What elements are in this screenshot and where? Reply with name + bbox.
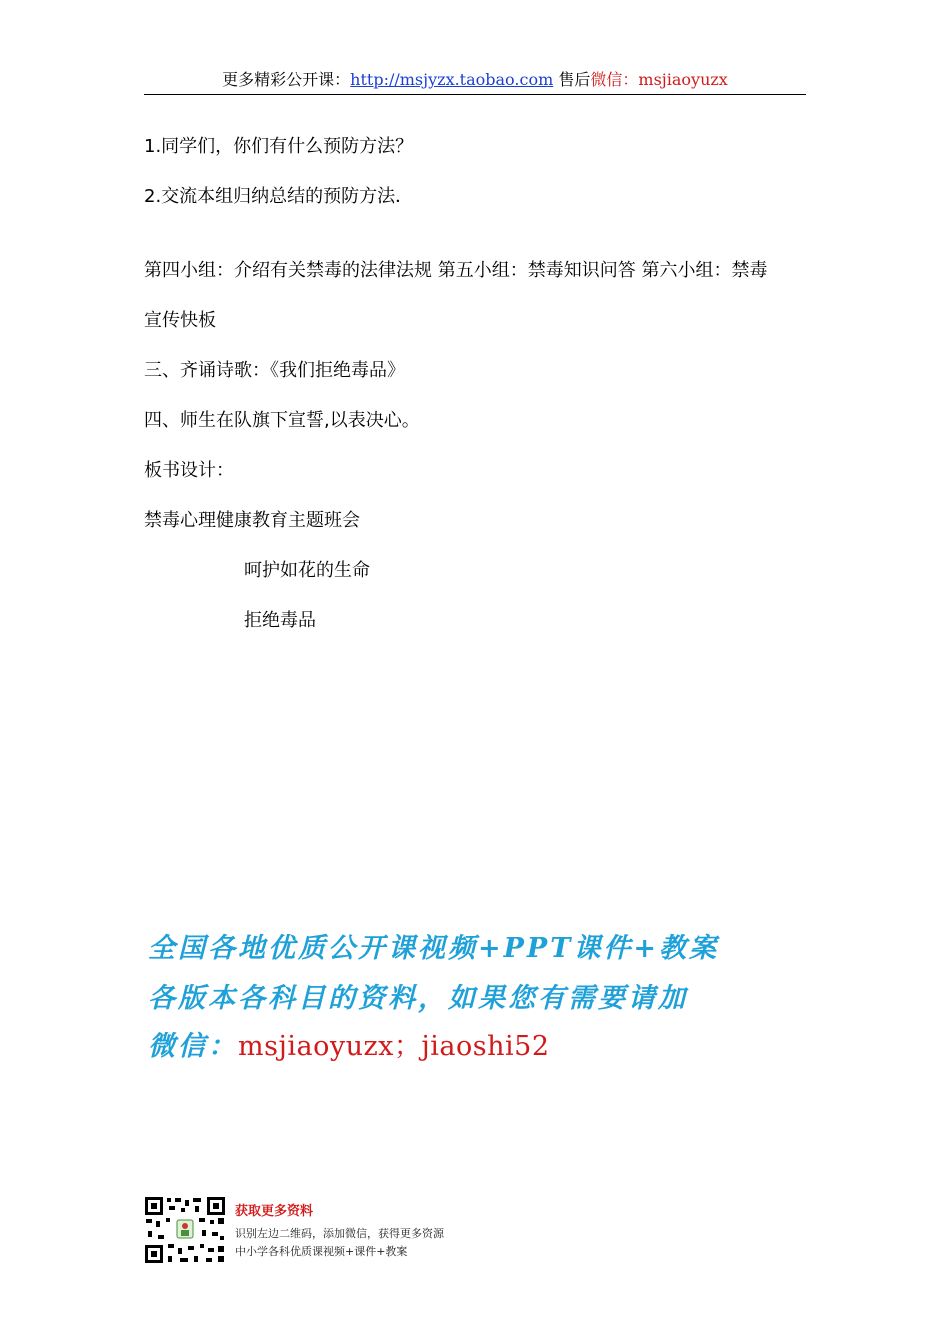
header-prefix: 更多精彩公开课： [222,70,351,89]
footer-line-1: 识别左边二维码，添加微信，获得更多资源 [235,1227,444,1240]
shop-link[interactable]: http://msjyzx.taobao.com [350,70,554,89]
board-item-1: 呵护如花的生命 [244,560,370,581]
promo-wechat-ids: msjiaoyuzx；jiaoshi52 [238,1031,550,1062]
promo-line-3 [148,1030,550,1064]
content-line-5: 三、齐诵诗歌：《我们拒绝毒品》 [144,360,405,381]
content-line-6: 四、师生在队旗下宣誓,以表决心。 [144,410,420,431]
qr-code-icon[interactable] [144,1196,226,1264]
board-item-2: 拒绝毒品 [244,610,316,631]
content-line-1: 1.同学们，你们有什么预防方法？ [144,136,414,157]
promo-wechat-label: 微信： [148,1031,238,1062]
content-line-8: 禁毒心理健康教育主题班会 [144,510,360,531]
footer-line-2: 中小学各科优质课视频+课件+教案 [235,1245,408,1258]
promo-line-1: 全国各地优质公开课视频+PPT课件+教案 [148,933,719,964]
content-line-4: 宣传快板 [144,310,216,331]
content-line-2: 2.交流本组归纳总结的预防方法． [144,186,414,207]
promo-line-2: 各版本各科目的资料，如果您有需要请加 [148,983,688,1014]
header-after-sales: 售后 [558,70,591,89]
footer-title: 获取更多资料 [235,1204,314,1219]
content-line-3: 第四小组：介绍有关禁毒的法律法规 第五小组：禁毒知识问答 第六小组：禁毒 [144,260,768,281]
header-wechat-id: msjiaoyuzx [638,70,728,89]
page-header [144,66,806,95]
header-wechat-label: 微信： [590,70,639,89]
content-line-7: 板书设计： [144,460,234,481]
